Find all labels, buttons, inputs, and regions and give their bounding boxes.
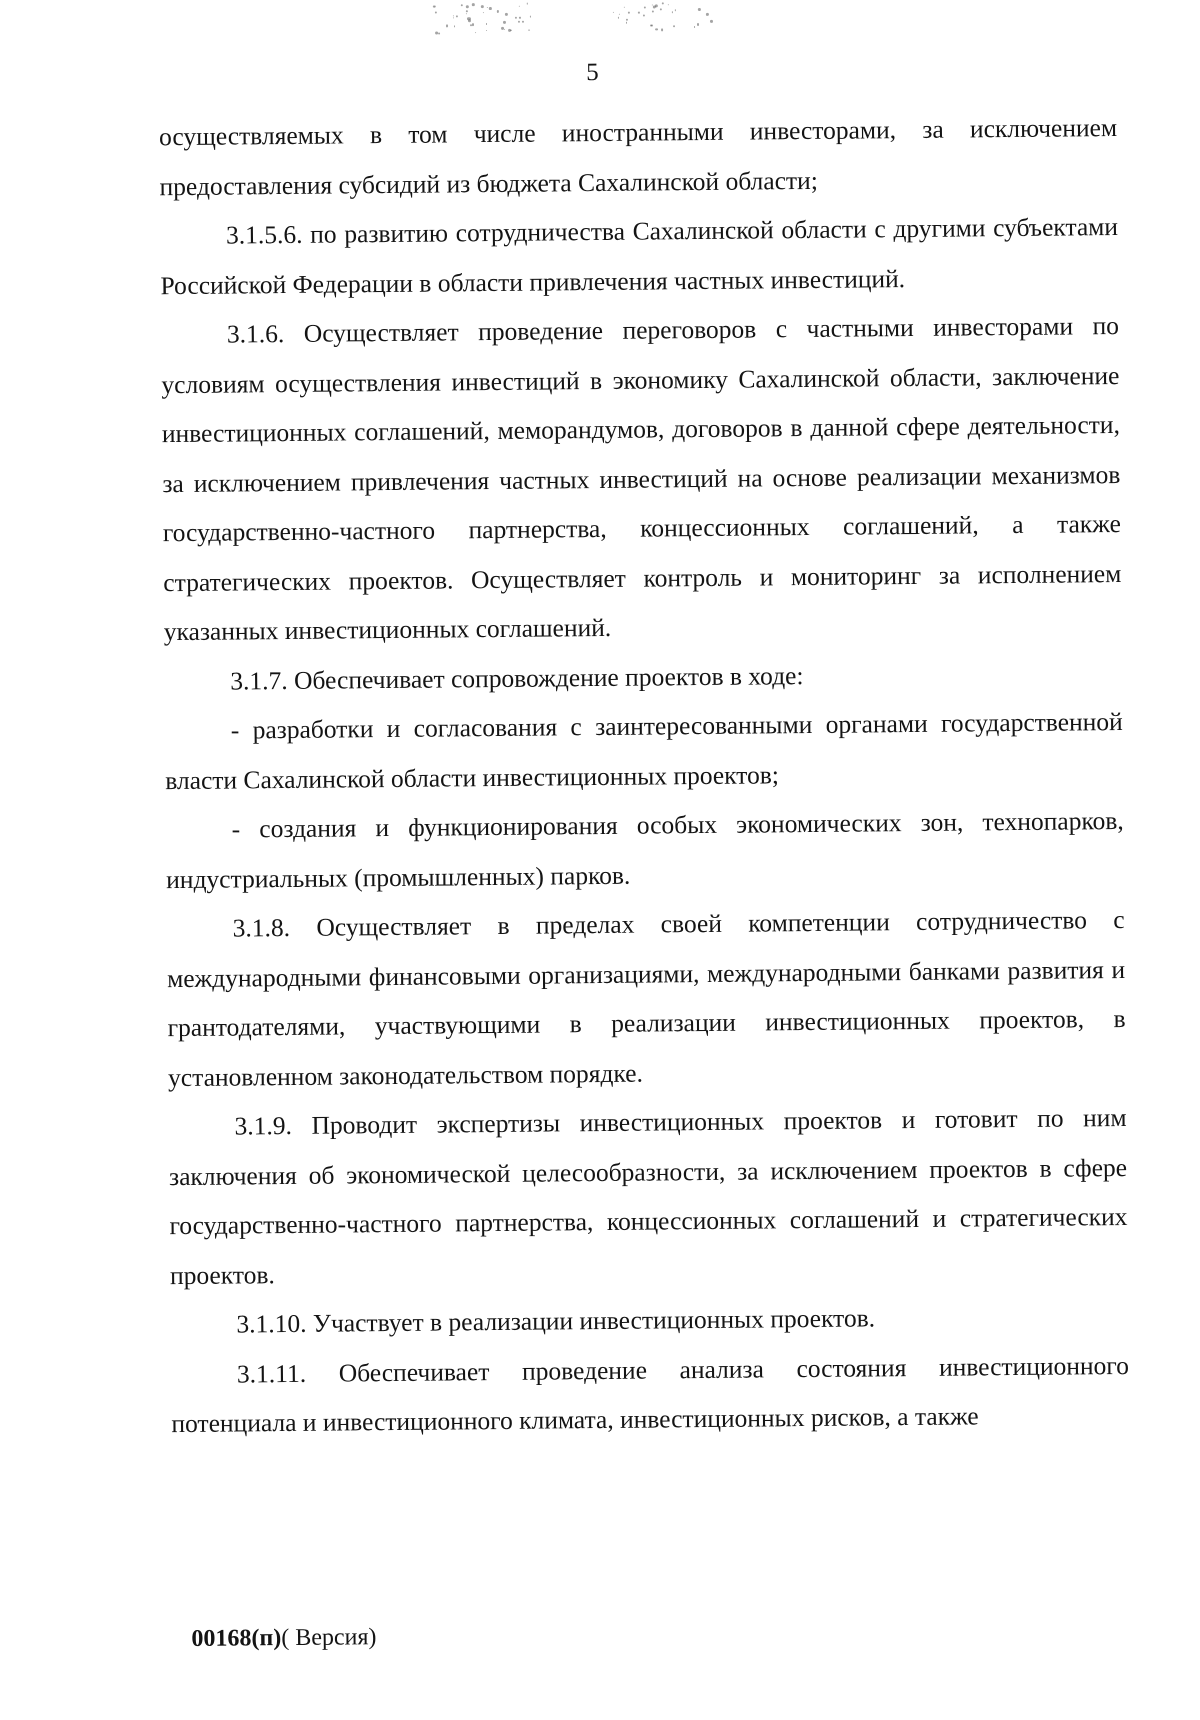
scan-speck	[461, 4, 463, 6]
scan-speck	[667, 4, 668, 5]
scan-speck	[481, 5, 484, 8]
scan-speck	[626, 18, 628, 20]
scan-speck	[515, 16, 517, 18]
paragraph-3-1-7: 3.1.7. Обеспечивает сопровождение проектов в ходе:	[230, 660, 804, 696]
scan-speck	[475, 32, 476, 33]
scan-speck	[619, 14, 620, 15]
list-item-zones: - создания и функционирования особых экономических зон, технопарков, индустриальных (промышленных) парков.	[166, 805, 1124, 894]
scan-speck	[489, 7, 492, 10]
scan-speck	[486, 30, 487, 31]
scan-speck	[466, 10, 468, 12]
scan-speck	[612, 12, 614, 14]
scan-speck	[455, 15, 457, 17]
scan-speck	[673, 25, 676, 28]
paragraph-3-1-11: 3.1.11. Обеспечивает проведение анализа состояния инвестиционного потенциала и инвестиционного климата, инвестиционных рисков, а также	[171, 1350, 1130, 1439]
scan-speck	[487, 7, 489, 9]
scan-speck	[522, 21, 524, 23]
document-version: ( Версия)	[281, 1624, 377, 1652]
scan-speck	[504, 28, 505, 29]
scan-speck	[674, 9, 676, 11]
scan-speck	[438, 33, 440, 35]
document-code: 00168(п)	[191, 1625, 282, 1652]
scan-speck	[653, 5, 656, 8]
scan-speck	[503, 20, 506, 23]
scan-speck	[505, 13, 508, 16]
scan-speck	[453, 17, 454, 18]
document-footer	[191, 1622, 376, 1654]
scan-speck	[706, 12, 709, 15]
scan-speck	[467, 17, 470, 20]
scan-speck	[671, 11, 673, 13]
scan-speck	[483, 12, 484, 13]
scan-speck	[651, 10, 654, 13]
scan-speck	[628, 12, 630, 14]
scan-speck	[626, 22, 627, 23]
scan-speck	[519, 17, 521, 19]
scan-speck	[496, 10, 499, 13]
paragraph-3-1-5-6: 3.1.5.6. по развитию сотрудничества Сахалинской области с другими субъектами Российской Федерации в области привлечения частных инвестиций.	[160, 211, 1119, 300]
scan-speck	[433, 5, 436, 8]
paragraph-3-1-8: 3.1.8. Осуществляет в пределах своей компетенции сотрудничество с международными финансовыми организациями, международными банками развития и грантодателями, участвующими в реализации инвестиционных проектов, в установленном законодательством порядке.	[167, 904, 1126, 1092]
document-body	[159, 103, 1130, 1449]
list-item-development: - разработки и согласования с заинтересованными органами государственной власти Сахалинской области инвестиционных проектов;	[165, 706, 1123, 795]
scan-speck	[446, 25, 449, 28]
scan-speck	[453, 15, 454, 16]
scan-speck	[698, 8, 701, 11]
scan-speck	[661, 29, 664, 32]
scan-speck	[643, 6, 646, 9]
scan-speck	[519, 5, 520, 6]
paragraph-continuation: осуществляемых в том числе иностранными инвесторами, за исключением предоставления субсидий из бюджета Сахалинской области;	[158, 113, 1118, 201]
scan-speck	[472, 24, 474, 26]
paragraph-3-1-6: 3.1.6. Осуществляет проведение переговоров с частными инвесторами по условиям осуществления инвестиций в экономику Сахалинской области, заключение инвестиционных соглашений, меморандумов, договоров в данной сфере деятельности, за исключением привлечения частных инвестиций на основе реализации механизмов государственно-частного партнерства, концессионных соглашений, а также стратегических проектов. Осуществляет контроль и мониторинг за исполнением указанных инвестиционных соглашений.	[161, 310, 1122, 647]
scan-speck	[710, 20, 713, 23]
scan-speck	[454, 26, 455, 27]
scan-speck	[643, 15, 645, 17]
paragraph-3-1-9: 3.1.9. Проводит экспертизы инвестиционных проектов и готовит по ним заключения об экономической целесообразности, за исключением проектов в сфере государственно-частного партнерства, концессионных соглашений и стратегических проектов.	[168, 1102, 1128, 1290]
scan-speck	[694, 26, 695, 27]
scan-speck	[486, 23, 488, 25]
page-number: 5	[586, 58, 599, 87]
scan-speck	[526, 3, 528, 5]
scan-speck	[435, 12, 437, 14]
scan-speck	[465, 6, 468, 9]
scan-speck	[618, 17, 620, 19]
scan-speck	[518, 20, 520, 22]
scan-speck	[466, 13, 467, 14]
scan-speck	[697, 23, 699, 25]
scan-noise	[387, 1, 747, 38]
scan-speck	[638, 12, 640, 14]
scan-speck	[660, 8, 662, 10]
paragraph-3-1-10: 3.1.10. Участвует в реализации инвестиционных проектов.	[236, 1303, 876, 1339]
scan-speck	[528, 29, 530, 31]
scan-speck	[472, 3, 475, 6]
scan-speck	[662, 2, 664, 4]
scan-speck	[655, 28, 658, 31]
scan-speck	[624, 7, 625, 8]
scan-speck	[530, 16, 532, 18]
